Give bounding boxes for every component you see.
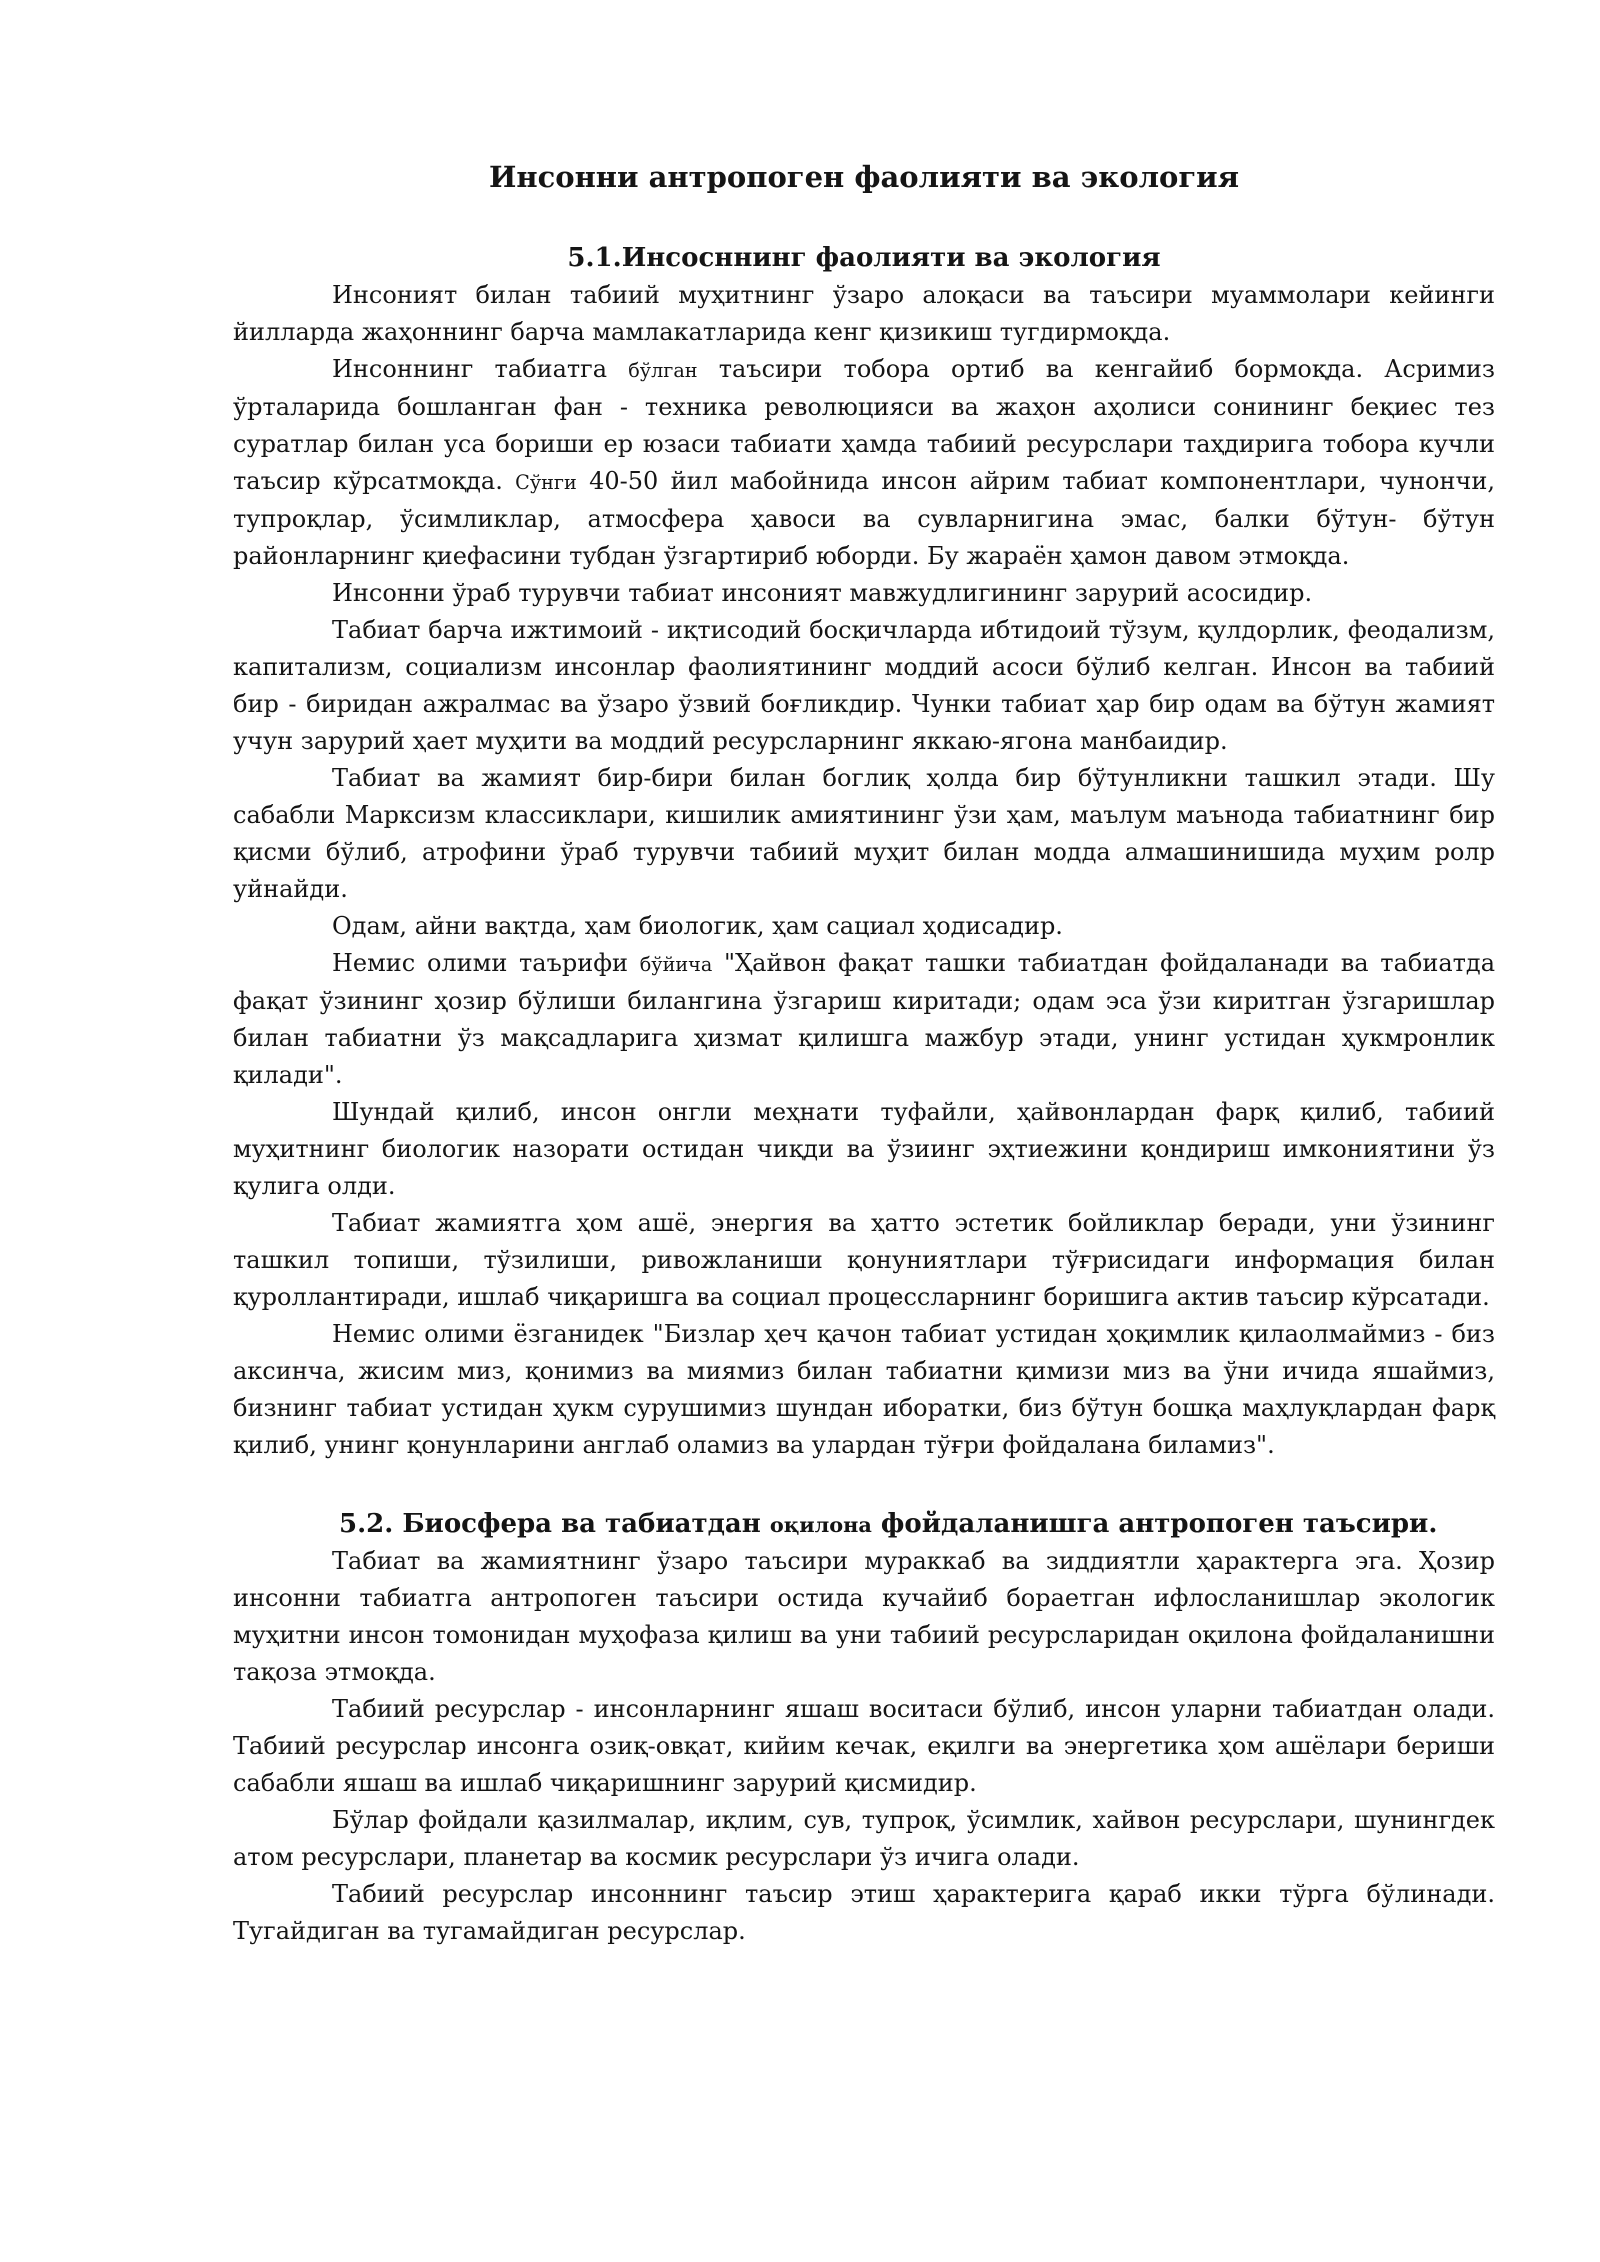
document-page [233,0,1495,1950]
paragraph-text: 40-50 йил мабойнида инсон айрим табиат компонентлари, чунончи, тупроқлар, ўсимликлар, атмосфера ҳавоси ва сувларнигина эмас, балки бўтун- бўтун районларнинг қиефасини тубдан ўзгартириб юборди. Бу жараён ҳамон давом этмоқда. [233,467,1495,570]
paragraph-text: Одам, айни вақтда, ҳам биологик, ҳам сациал ҳодисадир. [332,912,1063,940]
paragraph-text: Табиат жамиятга ҳом ашё, энергия ва ҳатто эстетик бойликлар беради, уни ўзининг ташкил топиши, тўзилиши, ривожланиши қонуниятлари тўғрисидаги информация билан қуроллантиради, ишлаб чиқаришга ва социал процессларнинг боришига актив таъсир кўрсатади. [233,1209,1495,1311]
section-5-1 [233,240,1495,1464]
section-heading [233,1506,1495,1543]
paragraph-text: Табиий ресурслар инсоннинг таъсир этиш ҳарактерига қараб икки тўрга бўлинади. Тугайдиган ва тугамайдиган ресурслар. [233,1880,1495,1945]
document-title: Инсонни антропоген фаолияти ва экология [488,160,1240,194]
paragraph [233,1094,1495,1205]
paragraph-text: Табиат ва жамият бир-бири билан боглиқ ҳолда бир бўтунликни ташкил этади. Шу сабабли Марксизм классиклари, кишилик амиятининг ўзи ҳам, маълум маънода табиатнинг бир қисми бўлиб, атрофини ўраб турувчи табиий муҳит билан модда алмашинишида муҳим ролр уйнайди. [233,764,1495,903]
paragraph-text: Табиат ва жамиятнинг ўзаро таъсири мураккаб ва зиддиятли ҳарактерга эга. Ҳозир инсонни табиатга антропоген таъсири остида кучайиб бораетган ифлосланишлар экологик муҳитни инсон томонидан муҳофаза қилиш ва уни табиий ресурсларидан оқилона фойдаланишни тақоза этмоқда. [233,1547,1495,1686]
paragraph [233,1316,1495,1464]
paragraph-text: Инсонни ўраб турувчи табиат инсоният мавжудлигининг зарурий асосидир. [332,579,1313,607]
paragraph-text-small: Сўнги [515,471,577,494]
paragraph [233,760,1495,908]
paragraph [233,1802,1495,1876]
paragraph [233,1205,1495,1316]
paragraph [233,1543,1495,1691]
paragraph-text: Шундай қилиб, инсон онгли меҳнати туфайли, ҳайвонлардан фарқ қилиб, табиий муҳитнинг биологик назорати остидан чиқди ва ўзиинг эҳтиежини қондириш имкониятини ўз қулига олди. [233,1098,1495,1200]
paragraph-text: Табиат барча ижтимоий - иқтисодий босқичларда ибтидоий тўзум, қулдорлик, феодализм, капитализм, социализм инсонлар фаолиятининг моддий асоси бўлиб келган. Инсон ва табиий бир - биридан ажралмас ва ўзаро ўзвий боғликдир. Чунки табиат ҳар бир одам ва бўтун жамият учун зарурий ҳает муҳити ва моддий ресурсларнинг яккаю-ягона манбаидир. [233,616,1495,755]
paragraph-text: Немис олими таърифи [332,949,640,977]
paragraph-text: Бўлар фойдали қазилмалар, иқлим, сув, тупроқ, ўсимлик, хайвон ресурслари, шунингдек атом ресурслари, планетар ва космик ресурслари ўз ичига олади. [233,1806,1495,1871]
section-heading-text: 5.2. Биосфера ва табиатдан [339,1509,770,1539]
paragraph [233,945,1495,1094]
section-heading [233,240,1495,277]
paragraph [233,277,1495,351]
paragraph-text: Немис олими ёзганидек "Бизлар ҳеч қачон табиат устидан ҳоқимлик қилаолмаймиз - биз аксинча, жисим миз, қонимиз ва миямиз билан табиатни қимизи миз ва ўни ичида яшаймиз, бизнинг табиат устидан ҳукм сурушимиз шундан иборатки, биз бўтун бошқа маҳлуқлардан фарқ қилиб, унинг қонунларини англаб оламиз ва улардан тўғри фойдалана биламиз". [233,1320,1495,1459]
paragraph-text: таъсири тобора ортиб ва кенгайиб бормоқда. Асримиз ўрталарида бошланган фан - техника революцияси ва жаҳон аҳолиси сонининг беқиес тез суратлар билан уса бориши ер юзаси табиати ҳамда табиий ресурслари таҳдирига тобора кучли таъсир кўрсатмоқда. [233,355,1495,495]
paragraph-text: Инсоният билан табиий муҳитнинг ўзаро алоқаси ва таъсири муаммолари кейинги йилларда жаҳоннинг барча мамлакатларида кенг қизикиш тугдирмоқда. [233,281,1495,346]
section-heading-text-small: оқилона [769,1512,872,1537]
section-5-2 [233,1506,1495,1950]
paragraph [233,575,1495,612]
section-heading-text: 5.1.Инсосннинг фаолияти ва экология [567,243,1161,273]
paragraph-text: Табиий ресурслар - инсонларнинг яшаш воситаси бўлиб, инсон уларни табиатдан олади. Табиий ресурслар инсонга озиқ-овқат, кийим кечак, еқилги ва энергетика ҳом ашёлари бериши сабабли яшаш ва ишлаб чиқаришнинг зарурий қисмидир. [233,1695,1495,1797]
paragraph [233,1691,1495,1802]
paragraph-text-small: бўлган [628,359,698,382]
paragraph-text: Инсоннинг табиатга [332,355,629,383]
paragraph [233,351,1495,575]
paragraph [233,612,1495,760]
paragraph [233,908,1495,945]
paragraph-text-small: бўйича [639,953,713,976]
paragraph-text: "Ҳайвон фақат ташки табиатдан фойдаланади ва табиатда фақат ўзининг ҳозир бўлиши билангина ўзгариш киритади; одам эса ўзи киритган ўзгаришлар билан табиатни ўз мақсадларига ҳизмат қилишга мажбур этади, унинг устидан ҳукмронлик қилади". [233,949,1495,1089]
paragraph [233,1876,1495,1950]
section-heading-text: фойдаланишга антропоген таъсири. [871,1509,1438,1539]
